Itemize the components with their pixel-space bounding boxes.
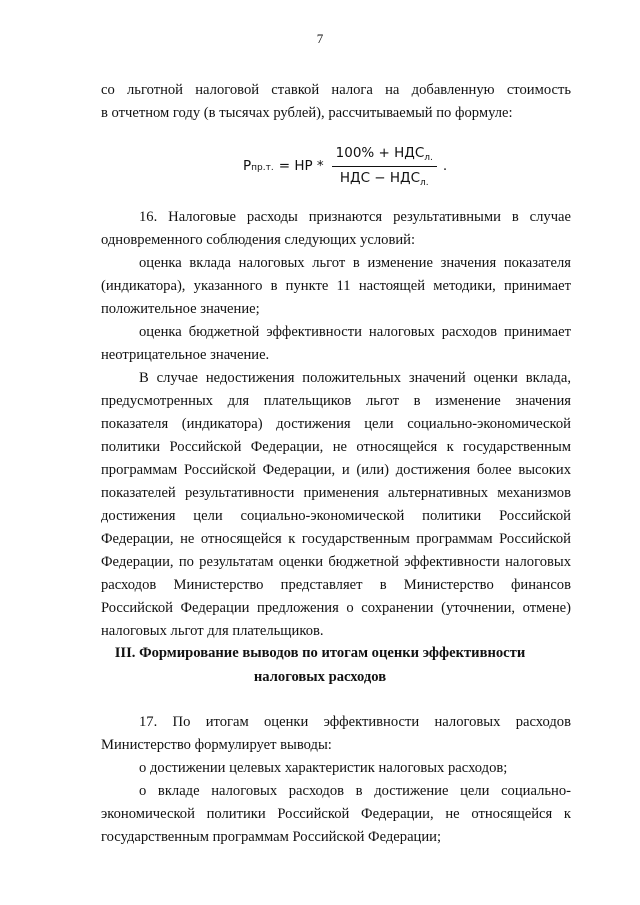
section-heading-line-2: налоговых расходов <box>253 669 387 685</box>
section-heading-line-1: III. Формирование выводов по итогам оценки эффективности <box>114 645 526 661</box>
page-number: 7 <box>316 31 324 46</box>
formula-denominator-main: НДС − НДС <box>339 169 421 186</box>
formula-numerator-sub: л. <box>424 152 433 163</box>
closing-text <box>101 711 571 849</box>
conclusion-item-1: о достижении целевых характеристик налоговых расходов; <box>139 760 508 776</box>
intro-paragraph <box>101 79 571 125</box>
formula <box>243 141 447 191</box>
conclusion-item-2: о вкладе налоговых расходов в достижение цели социально-экономической политики Российской Федерации, не относящейся к государственным программам Российской Федерации; <box>101 783 571 845</box>
body-text <box>101 206 571 643</box>
intro-line-1: со льготной налоговой ставкой налога на добавленную стоимость <box>101 82 571 98</box>
formula-denominator-sub: л. <box>420 177 429 188</box>
formula-denominator <box>336 167 433 188</box>
formula-lhs-sub: пр.т. <box>251 163 274 173</box>
formula-lhs <box>243 158 324 174</box>
intro-line-2: в отчетном году (в тысячах рублей), рассчитываемый по формуле: <box>101 105 513 121</box>
condition-1: оценка вклада налоговых льгот в изменение значения показателя (индикатора), указанного в пункте 11 настоящей методики, принимает положительное значение; <box>101 255 571 317</box>
paragraph-17: 17. По итогам оценки эффективности налоговых расходов Министерство формулирует выводы: <box>101 714 571 753</box>
formula-numerator <box>332 145 437 167</box>
formula-rhs-prefix: = НР * <box>278 158 324 174</box>
section-heading <box>80 641 560 689</box>
formula-lhs-main: Р <box>243 158 252 174</box>
paragraph-case: В случае недостижения положительных значений оценки вклада, предусмотренных для плательщиков льгот в изменение значения показателя (индикатора) достижения цели социально-экономической политики Российской Федерации, не относящейся к государственным программам Российской Федерации, и (или) достижения более высоких показателей результативности применения альтернативных механизмов достижения цели социально-экономической политики Российской Федерации, не относящейся к государственным программам Российской Федерации, по результатам оценки бюджетной эффективности налоговых расходов Министерство представляет в Министерство финансов Российской Федерации предложения о сохранении (уточнении, отмене) налоговых льгот для плательщиков. <box>101 370 571 639</box>
formula-terminator: . <box>442 158 448 174</box>
paragraph-16: 16. Налоговые расходы признаются результативными в случае одновременного соблюдения следующих условий: <box>101 209 571 248</box>
formula-numerator-main: 100% + НДС <box>335 144 425 161</box>
formula-fraction <box>332 145 437 188</box>
condition-2: оценка бюджетной эффективности налоговых расходов принимает неотрицательное значение. <box>101 324 571 363</box>
